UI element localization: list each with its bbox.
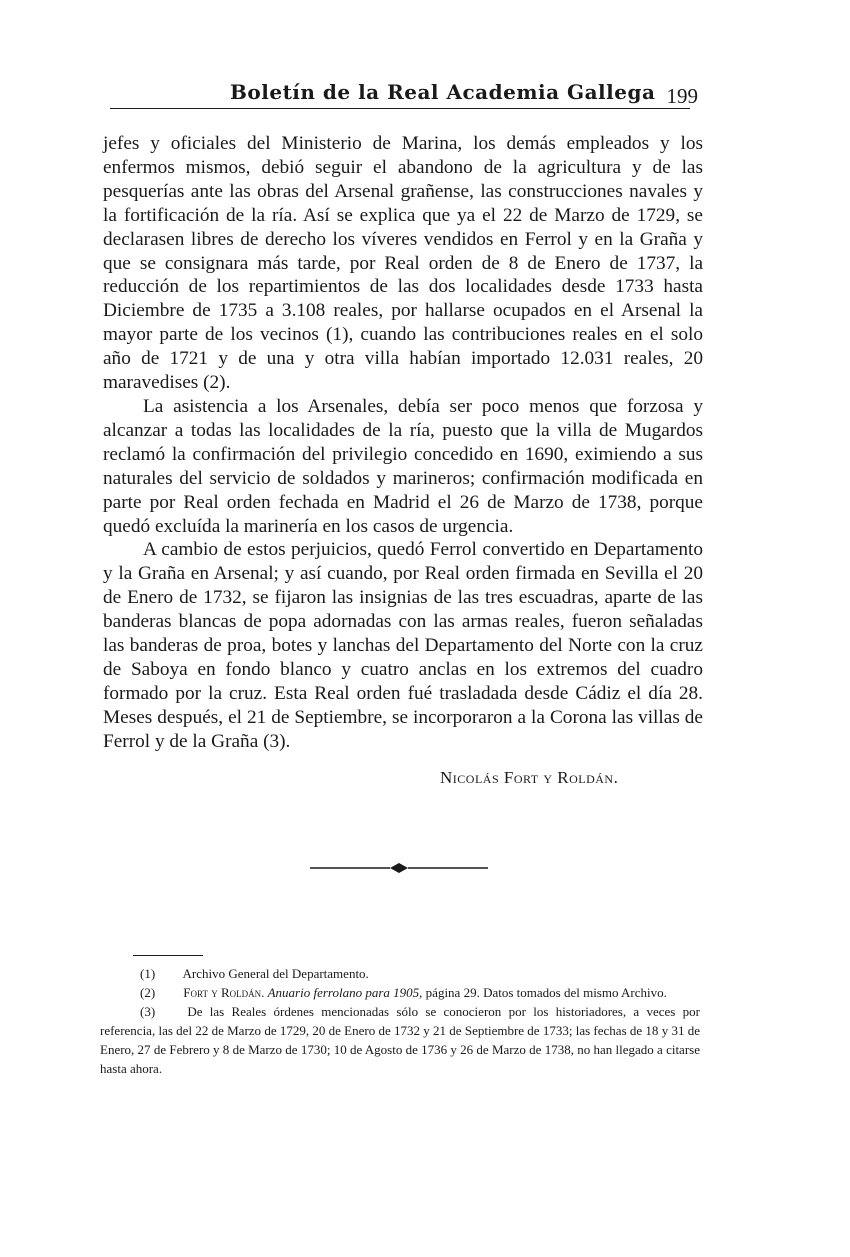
journal-title: Boletín de la Real Academia Gallega [230, 80, 656, 104]
footnote-text: De las Reales órdenes mencionadas sólo se conocieron por los historiadores, a veces por referencia, las del 22 de Marzo de 1729, 20 de Enero de 1732 y 21 de Septiembre de 1733; las fechas de 18 y 31 de Enero, 27 de Febrero y 8 de Marzo de 1730; 10 de Agosto de 1736 y 26 de Marzo de 1738, no han llegado a citarse hasta ahora. [100, 1004, 700, 1076]
page-number: 199 [666, 84, 698, 108]
footnote-author: Fort y Roldán. [183, 985, 265, 1000]
footnote-text: Archivo General del Departamento. [182, 966, 369, 981]
article-body [103, 132, 703, 754]
paragraph: jefes y oficiales del Ministerio de Marina, los demás empleados y los enfermos mismos, debió seguir el abandono de la agricultura y de las pesquerías ante las obras del Arsenal grañense, las construcciones navales y la fortificación de la ría. Así se explica que ya el 22 de Marzo de 1729, se declarasen libres de derecho los víveres vendidos en Ferrol y en la Graña y que se consignara más tarde, por Real orden de 8 de Enero de 1737, la reducción de los repartimientos de las dos localidades desde 1733 hasta Diciembre de 1735 a 3.108 reales, por hallarse ocupados en el Arsenal la mayor parte de los vecinos (1), cuando las contribuciones reales en el solo año de 1721 y de una y otra villa habían importado 12.031 reales, 20 maravedises (2). [103, 133, 703, 394]
footnote-number: (1) [140, 966, 156, 981]
footnote-rule [133, 955, 203, 956]
running-header [110, 78, 700, 112]
footnote-2 [100, 983, 700, 1002]
paragraph: La asistencia a los Arsenales, debía ser poco menos que forzosa y alcanzar a todas las localidades de la ría, puesto que la villa de Mugardos reclamó la confirmación del privilegio concedido en 1690, eximiendo a sus naturales del servicio de soldados y marineros; confirmación modificada en parte por Real orden fechada en Madrid el 26 de Marzo de 1738, porque quedó excluída la marinería en los casos de urgencia. [103, 395, 703, 537]
header-rule [110, 108, 690, 109]
footnote-text: página 29. Datos tomados del mismo Archivo. [425, 985, 667, 1000]
author-signature: Nicolás Fort y Roldán. [440, 768, 619, 787]
footnote-title: Anuario ferrolano para 1905, [267, 985, 423, 1000]
footnote-number: (2) [140, 985, 156, 1000]
paragraph: A cambio de estos perjuicios, quedó Ferrol convertido en Departamento y la Graña en Arsenal; y así cuando, por Real orden firmada en Sevilla el 20 de Enero de 1732, se fijaron las insignias de las tres escuadras, aparte de las banderas blancas de popa adornadas con las armas reales, fueron señaladas las banderas de proa, botes y lanchas del Departamento del Norte con la cruz de Saboya en fondo blanco y cuatro anclas en los extremos del cuadro formado por la cruz. Esta Real orden fué trasladada desde Cádiz el día 28. Meses después, el 21 de Septiembre, se incorporaron a la Corona las villas de Ferrol y de la Graña (3). [103, 539, 703, 752]
footnote-3 [100, 1002, 700, 1078]
footnote-1 [100, 964, 700, 983]
diamond-rule-ornament-icon [308, 858, 490, 878]
footnotes [100, 964, 700, 1078]
footnote-number: (3) [140, 1004, 156, 1019]
